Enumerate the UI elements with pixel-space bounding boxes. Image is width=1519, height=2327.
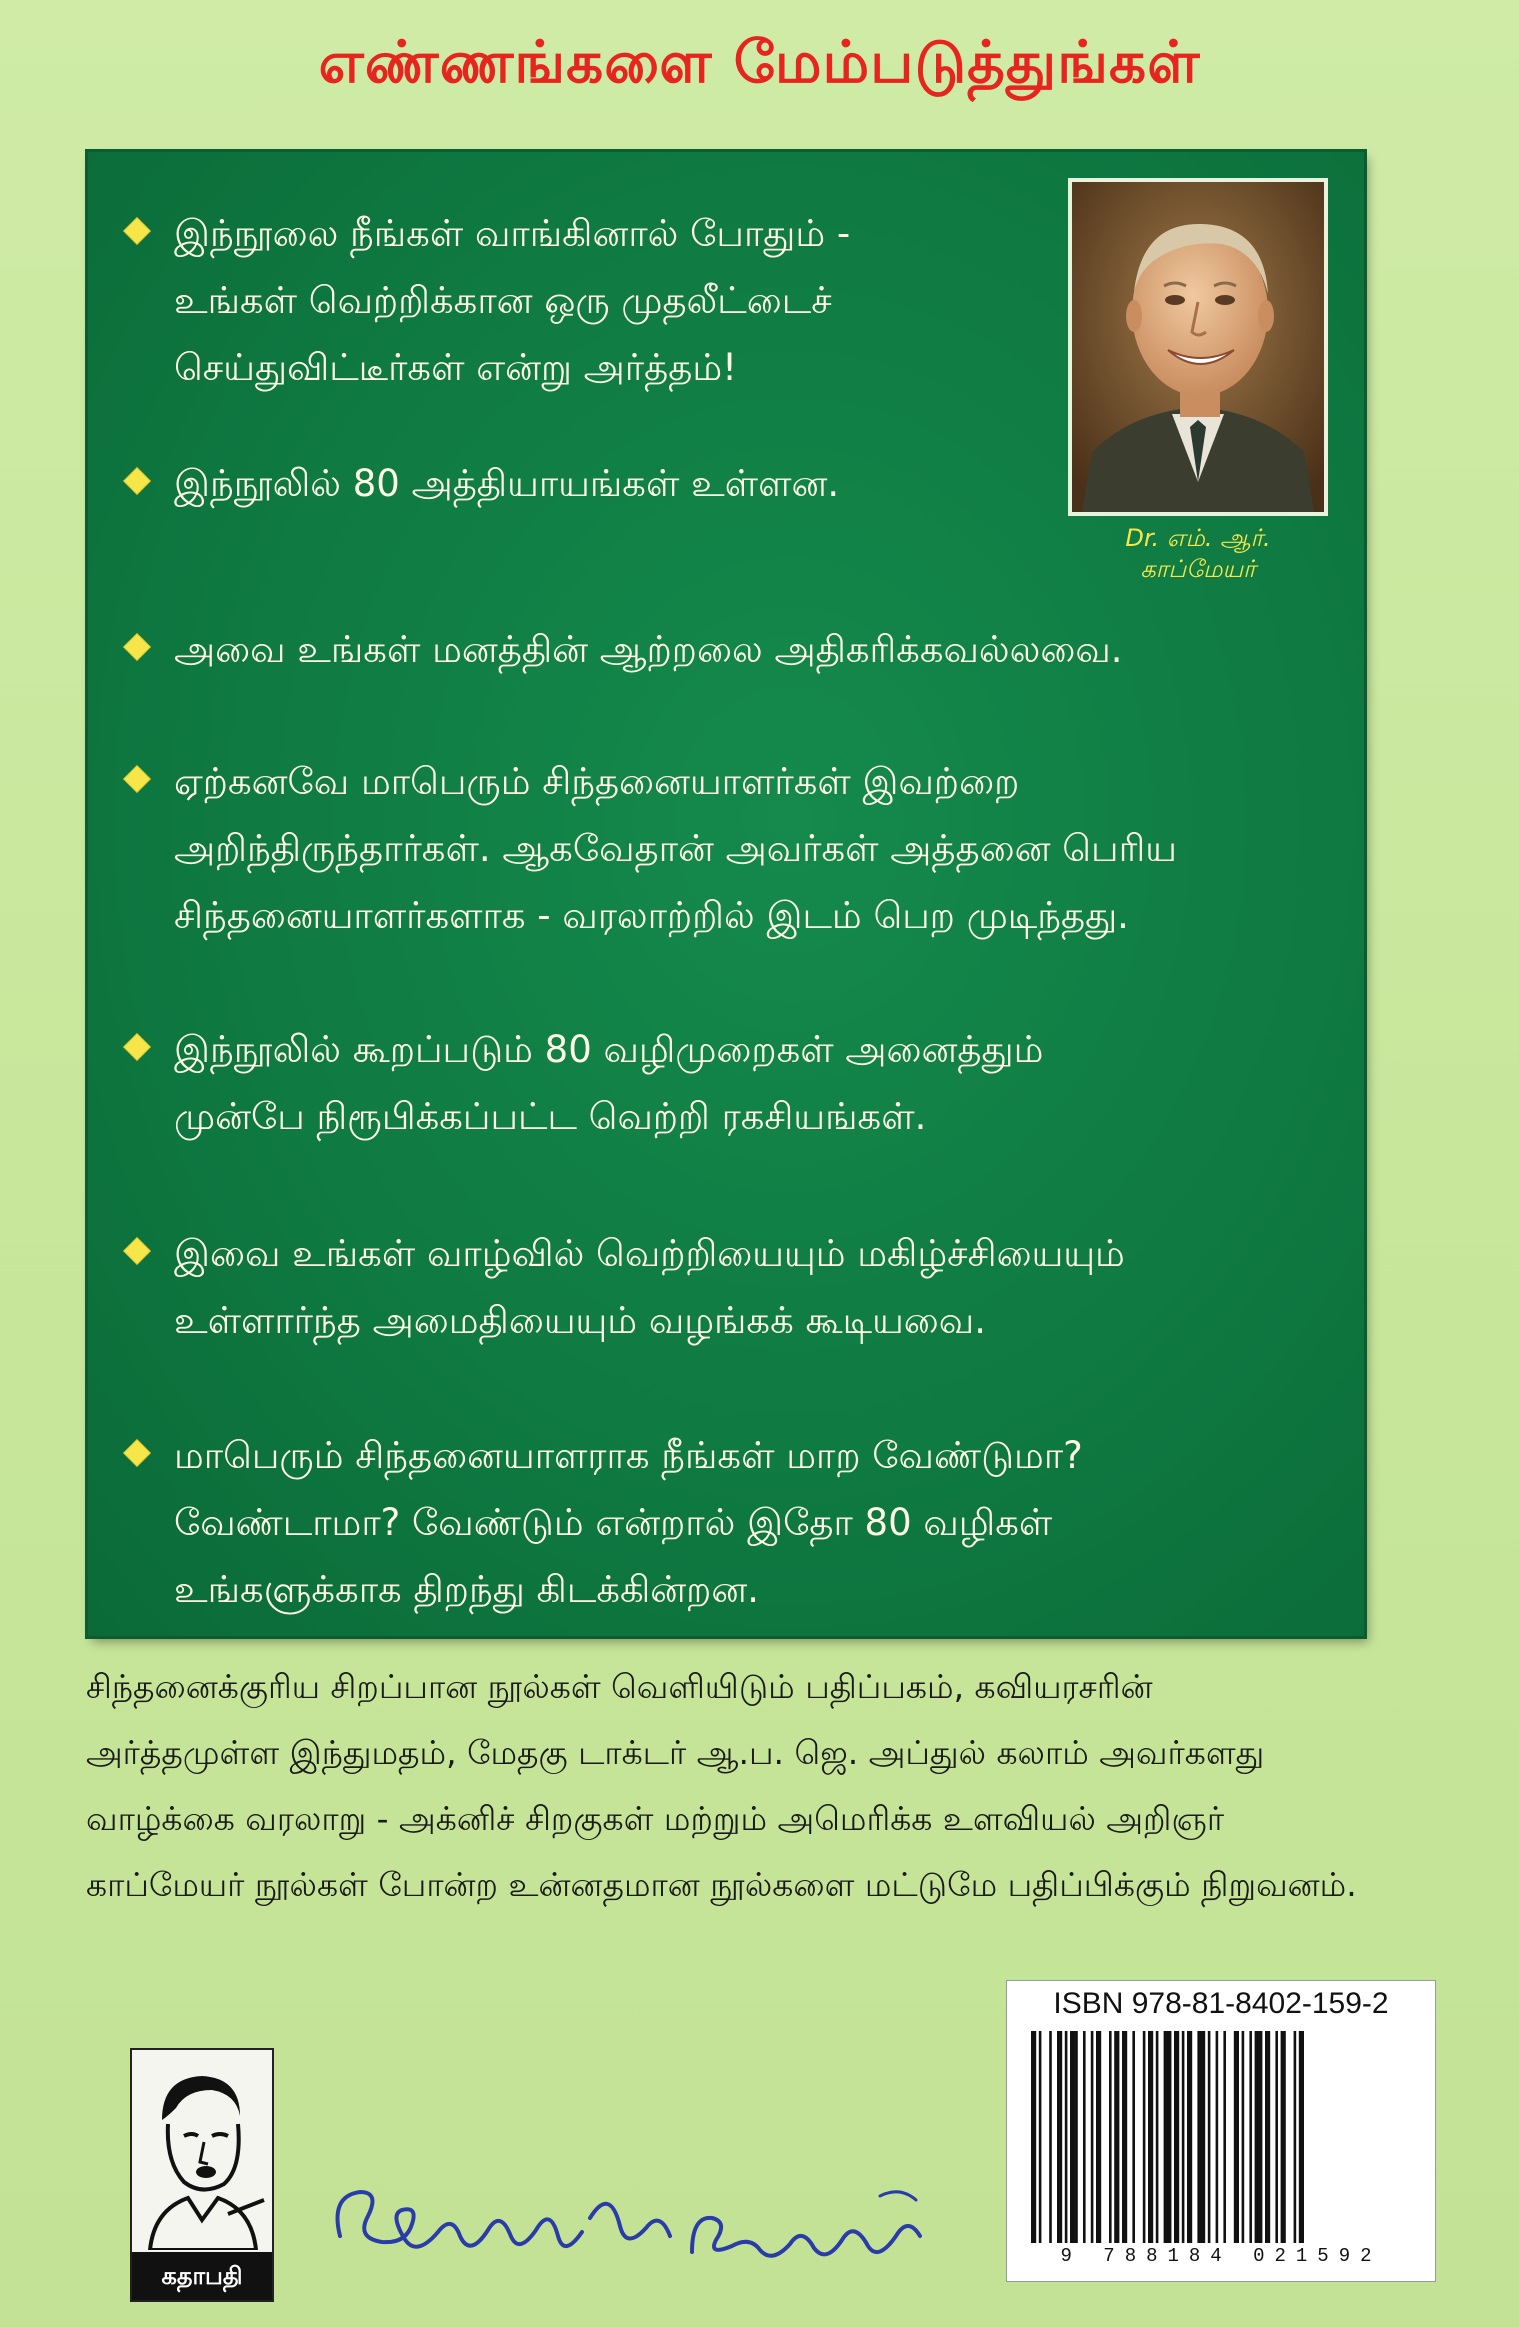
- bullet-line: உங்கள் வெற்றிக்கான ஒரு முதலீட்டைச்: [174, 279, 832, 322]
- bullet-line: இந்நூலில் 80 அத்தியாயங்கள் உள்ளன.: [174, 462, 840, 505]
- barcode-bar: [1299, 2031, 1304, 2243]
- author-portrait-image: [1072, 182, 1324, 512]
- bullet-item: [128, 1422, 1083, 1623]
- publisher-description: [86, 1654, 1426, 1918]
- barcode-bar: [1114, 2031, 1119, 2243]
- barcode-bar: [1216, 2031, 1219, 2243]
- barcode-bar: [1031, 2031, 1036, 2243]
- isbn-barcode-box: [1006, 1980, 1436, 2282]
- barcode-bar: [1197, 2031, 1205, 2243]
- logo-label: கதாபதி: [132, 2252, 272, 2300]
- barcode-bar: [1122, 2031, 1127, 2243]
- isbn-number: ISBN 978-81-8402-159-2: [1053, 1987, 1389, 2020]
- bullet-line: உங்களுக்காக திறந்து கிடக்கின்றன.: [174, 1568, 760, 1611]
- bullet-line: இந்நூலில் கூறப்படும் 80 வழிமுறைகள் அனைத்தும்: [174, 1028, 1044, 1071]
- barcode-bar: [1275, 2031, 1278, 2243]
- bullet-line: இவை உங்கள் வாழ்வில் வெற்றியையும் மகிழ்ச்சியையும்: [174, 1232, 1125, 1275]
- publisher-line: அர்த்தமுள்ள இந்துமதம், மேதகு டாக்டர் ஆ.ப. ஜெ. அப்துல் கலாம் அவர்களது: [86, 1733, 1265, 1772]
- bullet-item: [128, 1016, 1043, 1150]
- barcode-bar: [1057, 2031, 1062, 2243]
- logo-portrait-icon: [132, 2050, 272, 2250]
- barcode-bar: [1242, 2031, 1245, 2243]
- publisher-line: காப்மேயர் நூல்கள் போன்ற உன்னதமான நூல்களை மட்டுமே பதிப்பிக்கும் நிறுவனம்.: [86, 1865, 1357, 1904]
- bullet-line: அவை உங்கள் மனத்தின் ஆற்றலை அதிகரிக்கவல்லவை.: [174, 628, 1123, 671]
- diamond-bullet-icon: [124, 218, 149, 243]
- author-portrait: [1068, 178, 1328, 516]
- barcode-bar: [1255, 2031, 1263, 2243]
- bullet-line: அறிந்திருந்தார்கள். ஆகவேதான் அவர்கள் அத்தனை பெரிய: [174, 827, 1177, 870]
- publisher-line: வாழ்க்கை வரலாறு - அக்னிச் சிறகுகள் மற்றும் அமெரிக்க உளவியல் அறிஞர்: [86, 1799, 1225, 1838]
- bullet-line: மாபெரும் சிந்தனையாளராக நீங்கள் மாற வேண்டுமா?: [174, 1434, 1083, 1477]
- barcode-bar: [1096, 2031, 1101, 2243]
- barcode-bar: [1294, 2031, 1297, 2243]
- barcode-bar: [1164, 2031, 1172, 2243]
- diamond-bullet-icon: [124, 1238, 149, 1263]
- bullet-line: சிந்தனையாளர்களாக - வரலாற்றில் இடம் பெற முடிந்தது.: [174, 894, 1129, 937]
- barcode-bar: [1083, 2031, 1086, 2243]
- publisher-logo: [130, 2048, 274, 2302]
- description-panel: [88, 152, 1364, 1636]
- barcode-bar: [1223, 2031, 1226, 2243]
- bullet-item: [128, 1220, 1125, 1354]
- barcode-bar: [1234, 2031, 1239, 2243]
- bullet-line: வேண்டாமா? வேண்டும் என்றால் இதோ 80 வழிகள்: [174, 1501, 1053, 1544]
- barcode-bar: [1265, 2031, 1270, 2243]
- bullet-item: [128, 748, 1177, 949]
- barcode-bar: [1182, 2031, 1185, 2243]
- barcode-bar: [1249, 2031, 1252, 2243]
- bullet-line: ஏற்கனவே மாபெரும் சிந்தனையாளர்கள் இவற்றை: [174, 760, 1020, 803]
- barcode-bar: [1187, 2031, 1192, 2243]
- bullet-item: [128, 450, 839, 517]
- barcode-bar: [1065, 2031, 1068, 2243]
- barcode-bar: [1156, 2031, 1159, 2243]
- barcode-bar: [1039, 2031, 1042, 2243]
- bullet-line: செய்துவிட்டீர்கள் என்று அர்த்தம்!: [174, 346, 737, 389]
- book-title: எண்ணங்களை மேம்படுத்துங்கள்: [318, 28, 1201, 96]
- publisher-signature: [320, 2166, 940, 2286]
- diamond-bullet-icon: [124, 766, 149, 791]
- barcode-bar: [1174, 2031, 1179, 2243]
- barcode: [1027, 2031, 1415, 2243]
- bullet-item: [128, 200, 850, 401]
- barcode-bar: [1208, 2031, 1211, 2243]
- portrait-caption: Dr. எம். ஆர். காப்மேயர்: [1125, 524, 1271, 583]
- diamond-bullet-icon: [124, 1034, 149, 1059]
- barcode-bar: [1070, 2031, 1078, 2243]
- bullet-line: இந்நூலை நீங்கள் வாங்கினால் போதும் -: [174, 212, 851, 255]
- publisher-line: சிந்தனைக்குரிய சிறப்பான நூல்கள் வெளியிடும் பதிப்பகம், கவியரசரின்: [86, 1667, 1153, 1706]
- bullet-line: உள்ளார்ந்த அமைதியையும் வழங்கக் கூடியவை.: [174, 1299, 986, 1342]
- diamond-bullet-icon: [124, 634, 149, 659]
- barcode-bar: [1091, 2031, 1094, 2243]
- diamond-bullet-icon: [124, 1440, 149, 1465]
- barcode-digits: 9 788184 021592: [1060, 2245, 1382, 2267]
- barcode-bar: [1132, 2031, 1135, 2243]
- barcode-bar: [1143, 2031, 1146, 2243]
- barcode-bar: [1148, 2031, 1153, 2243]
- diamond-bullet-icon: [124, 468, 149, 493]
- barcode-bar: [1109, 2031, 1112, 2243]
- bullet-line: முன்பே நிரூபிக்கப்பட்ட வெற்றி ரகசியங்கள்.: [174, 1095, 927, 1138]
- barcode-bar: [1281, 2031, 1286, 2243]
- barcode-bar: [1049, 2031, 1052, 2243]
- bullet-item: [128, 616, 1123, 683]
